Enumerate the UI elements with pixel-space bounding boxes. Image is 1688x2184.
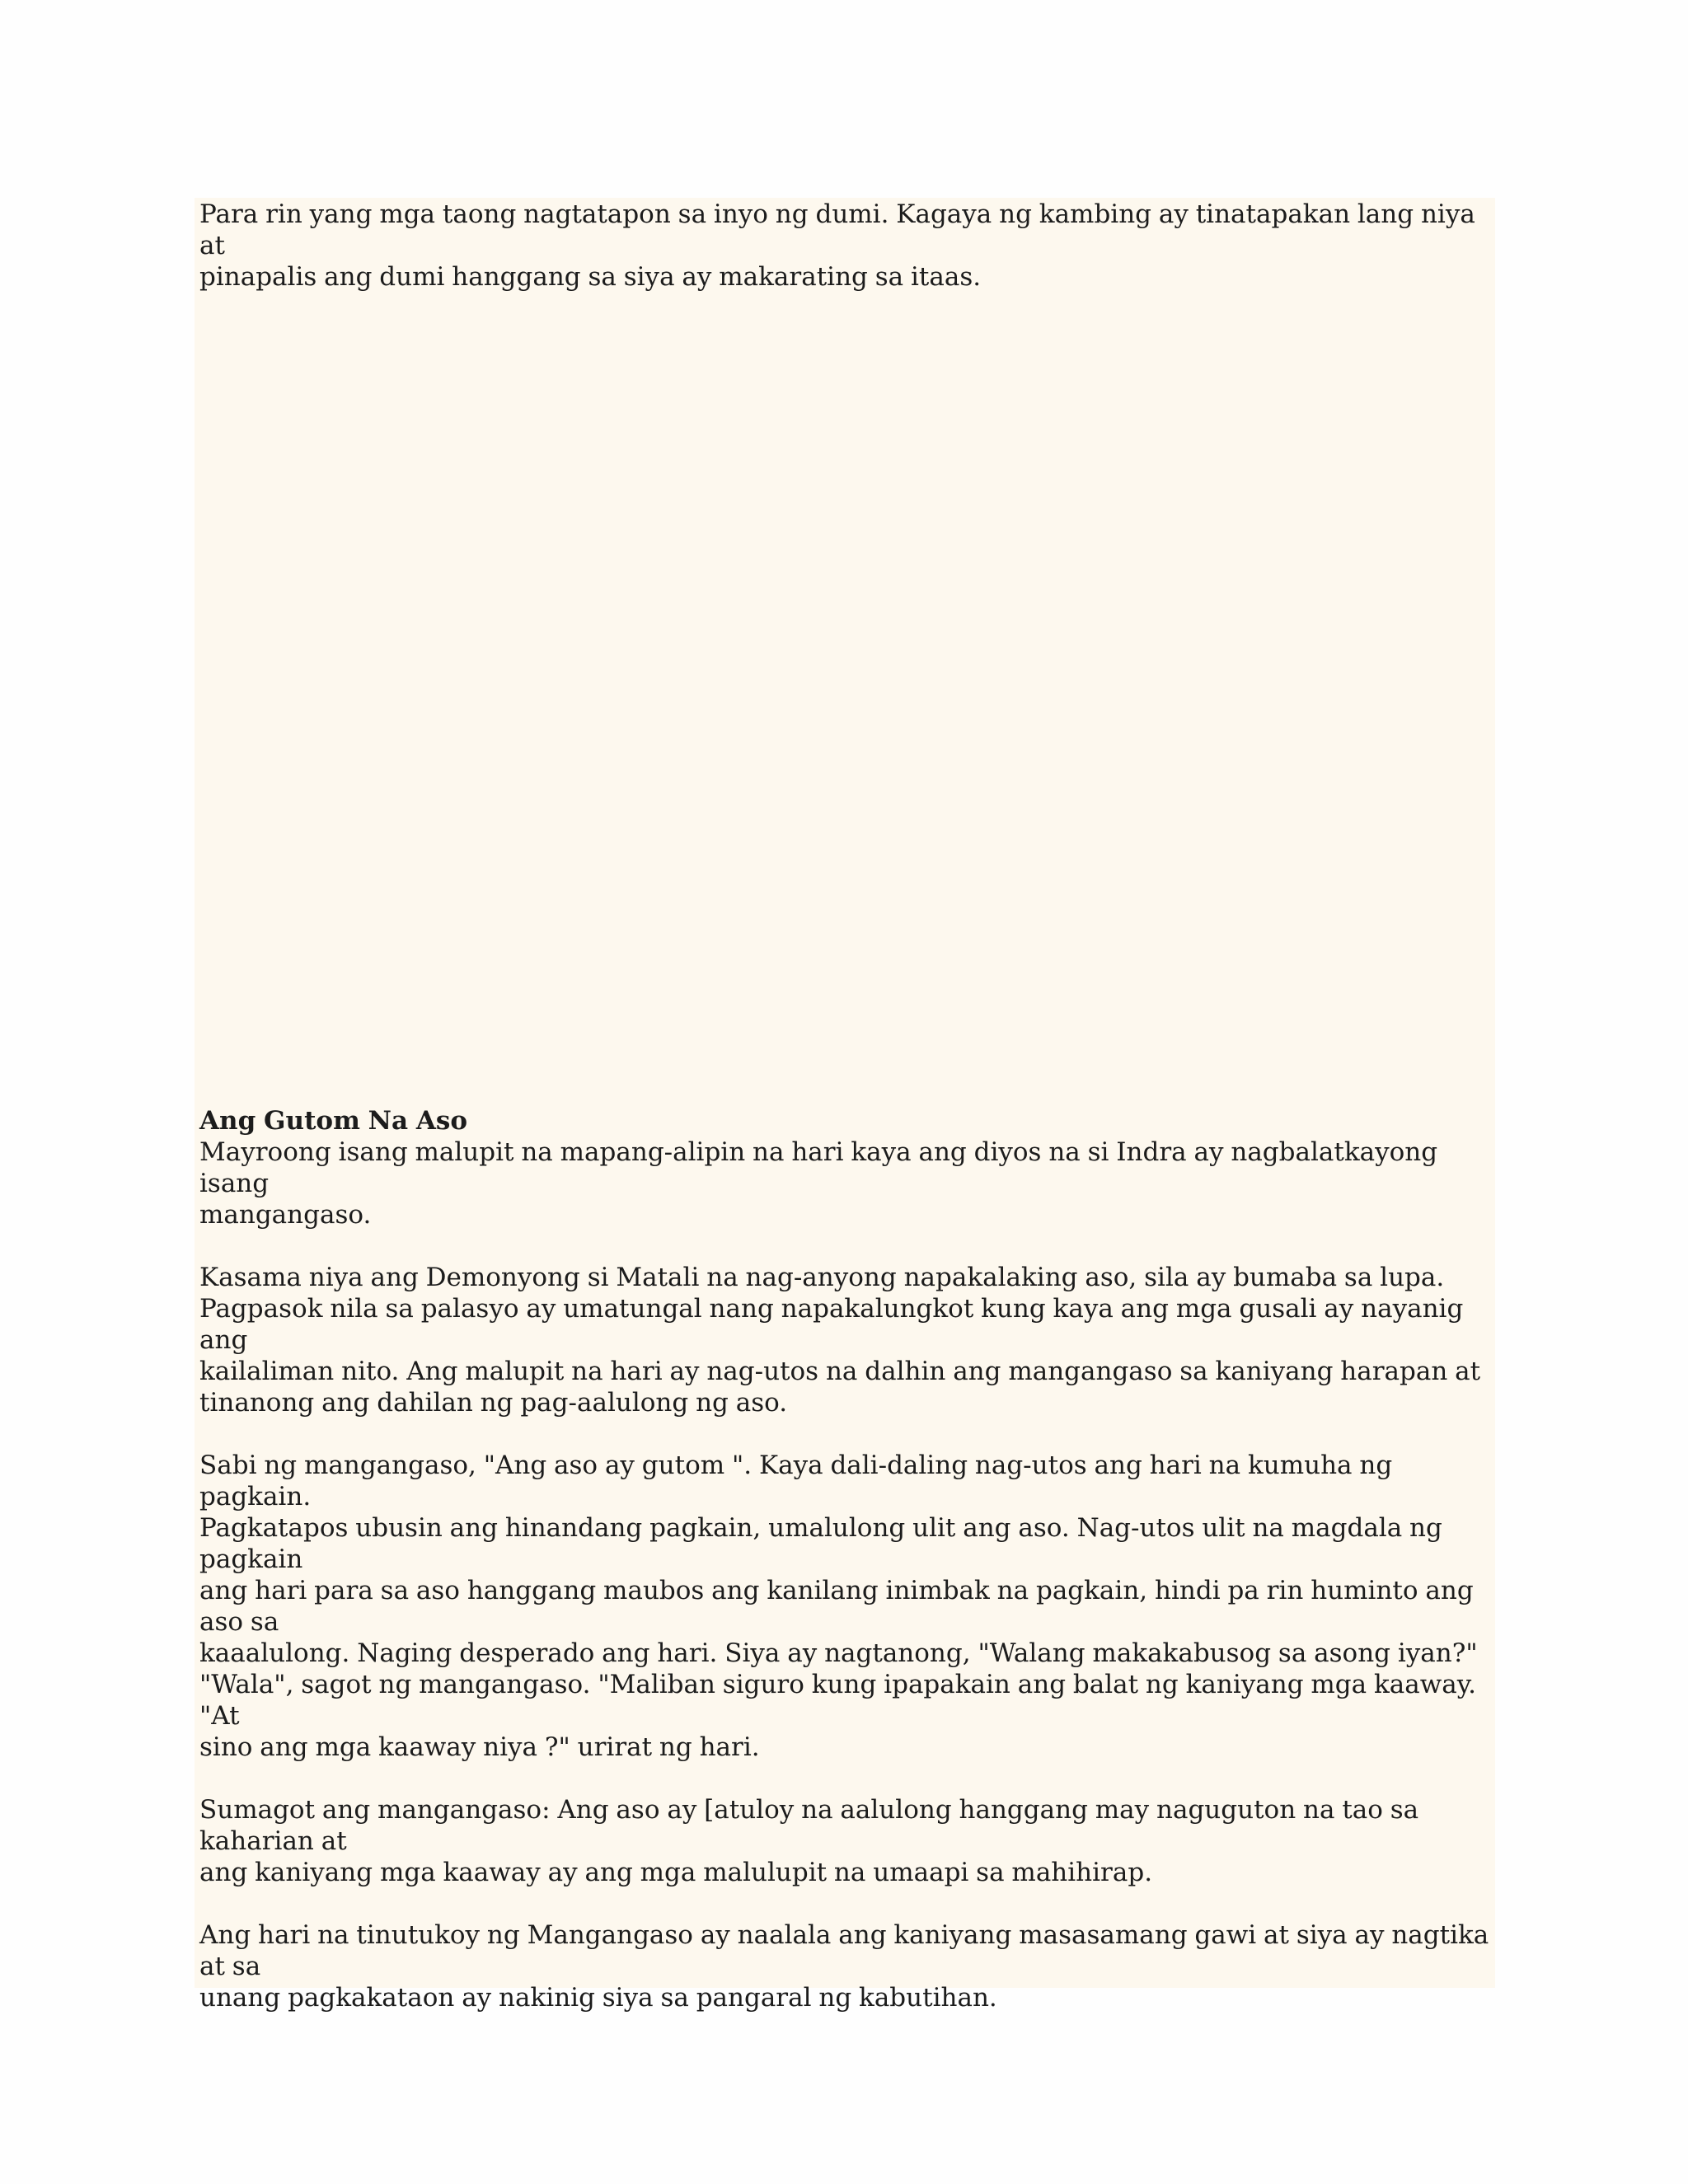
text-line: Ang hari na tinutukoy ng Mangangaso ay naalala ang kaniyang masasamang gawi at siya ay nagtika at sa bbox=[199, 1920, 1489, 1981]
story-paragraph-2 bbox=[199, 1262, 1493, 1418]
story-title: Ang Gutom Na Aso bbox=[199, 1106, 468, 1136]
text-line: Kasama niya ang Demonyong si Matali na nag-anyong napakalaking aso, sila ay bumaba sa lupa. bbox=[199, 1263, 1445, 1292]
story-section bbox=[199, 1105, 1493, 2045]
story-paragraph-5 bbox=[199, 1919, 1493, 2013]
text-line: kaaalulong. Naging desperado ang hari. Siya ay nagtanong, "Walang makakabusog sa asong iyan?" bbox=[199, 1638, 1478, 1668]
text-line: Mayroong isang malupit na mapang-alipin na hari kaya ang diyos na si Indra ay nagbalatkayong isang bbox=[199, 1137, 1438, 1198]
story-paragraph-1 bbox=[199, 1137, 1493, 1230]
text-line: tinanong ang dahilan ng pag-aalulong ng aso. bbox=[199, 1388, 788, 1418]
text-line: "Wala", sagot ng mangangaso. "Maliban siguro kung ipapakain ang balat ng kaniyang mga kaaway. "At bbox=[199, 1670, 1476, 1731]
text-line: mangangaso. bbox=[199, 1200, 372, 1230]
text-line: ang hari para sa aso hanggang maubos ang kanilang inimbak na pagkain, hindi pa rin huminto ang aso sa bbox=[199, 1576, 1474, 1637]
text-line: Sabi ng mangangaso, "Ang aso ay gutom ". Kaya dali-daling nag-utos ang hari na kumuha ng pagkain. bbox=[199, 1451, 1393, 1511]
text-line: unang pagkakataon ay nakinig siya sa pangaral ng kabutihan. bbox=[199, 1983, 997, 2013]
text-line: Para rin yang mga taong nagtatapon sa inyo ng dumi. Kagaya ng kambing ay tinatapakan lang niya at bbox=[199, 199, 1475, 260]
text-line: ang kaniyang mga kaaway ay ang mga malulupit na umaapi sa mahihirap. bbox=[199, 1858, 1153, 1887]
story-paragraph-3 bbox=[199, 1450, 1493, 1763]
text-line: kailaliman nito. Ang malupit na hari ay nag-utos na dalhin ang mangangaso sa kaniyang harapan at bbox=[199, 1357, 1481, 1386]
text-line: sino ang mga kaaway niya ?" urirat ng hari. bbox=[199, 1732, 760, 1762]
story-paragraph-4 bbox=[199, 1794, 1493, 1888]
paragraph bbox=[199, 199, 1493, 293]
text-line: Pagkatapos ubusin ang hinandang pagkain, umalulong ulit ang aso. Nag-utos ulit na magdala ng pagkain bbox=[199, 1513, 1442, 1574]
text-line: pinapalis ang dumi hanggang sa siya ay makarating sa itaas. bbox=[199, 262, 982, 292]
text-line: Sumagot ang mangangaso: Ang aso ay [atuloy na aalulong hanggang may naguguton na tao sa kaharian at bbox=[199, 1795, 1419, 1856]
text-line: Pagpasok nila sa palasyo ay umatungal nang napakalungkot kung kaya ang mga gusali ay nayanig ang bbox=[199, 1294, 1464, 1355]
top-paragraph bbox=[199, 199, 1493, 324]
